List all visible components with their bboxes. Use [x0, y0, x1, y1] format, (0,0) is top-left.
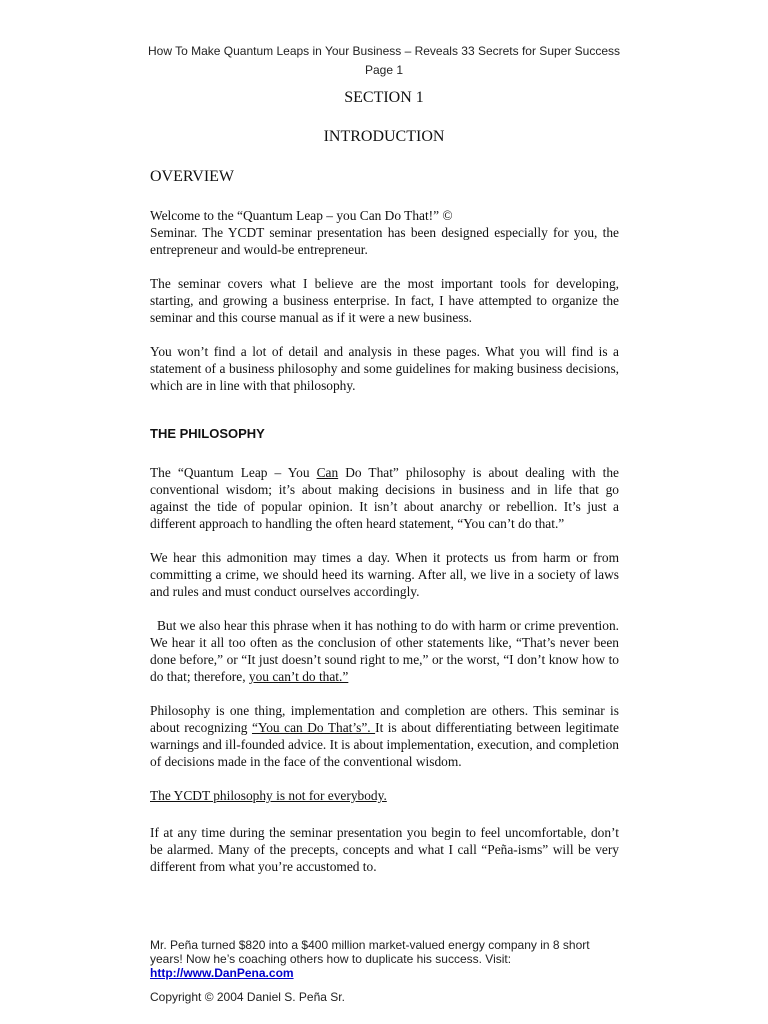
- not-for-everybody-text: The YCDT philosophy is not for everybody.: [150, 788, 387, 803]
- implementation-text-a: Philosophy is one thing, implementation and completion are others. This seminar is about recognizing: [150, 703, 619, 735]
- paragraph-welcome: [150, 207, 619, 258]
- implementation-text-underlined: “You can Do That’s”.: [251, 720, 376, 735]
- welcome-line: Welcome to the “Quantum Leap – you Can Do That!” ©: [150, 208, 453, 223]
- section-heading: SECTION 1: [344, 89, 424, 106]
- philosophy-heading: THE PHILOSOPHY: [150, 426, 265, 441]
- paragraph-detail: You won’t find a lot of detail and analysis in these pages. What you will find is a statement of a business philosophy and some guidelines for making business decisions, which are in line with that philosophy.: [150, 344, 619, 393]
- paragraph-seminar-covers: The seminar covers what I believe are the most important tools for developing, starting, and growing a business enterprise. In fact, I have attempted to organize the seminar and this course manual as if it were a new business.: [150, 276, 619, 325]
- phrase-text-a: But we also hear this phrase when it has nothing to do with harm or crime prevention. We hear it all too often as the conclusion of other statements like, “That’s never been done before,” or “It just doesn’t sound right to me,” or the worst, “I don’t know how to do that; therefore,: [150, 618, 623, 684]
- copyright: Copyright © 2004 Daniel S. Peña Sr.: [150, 990, 345, 1004]
- paragraph-philosophy: [150, 464, 619, 532]
- paragraph-phrase: [150, 617, 623, 685]
- philosophy-text-underlined: Can: [316, 465, 339, 480]
- implementation-text-b: It is about differentiating between legitimate warnings and ill-founded advice. It is about implementation, execution, and completion of decisions made in the face of the conventional wisdom.: [150, 720, 619, 769]
- introduction-heading: INTRODUCTION: [323, 128, 445, 145]
- phrase-text-underlined: you can’t do that.”: [248, 669, 349, 684]
- philosophy-text-b: Do That” philosophy is about dealing with the conventional wisdom; it’s about making decisions in business and in life that go against the tide of popular opinion. It isn’t about anarchy or rebellion. It’s just a different approach to handling the often heard statement, “You can’t do that.”: [150, 465, 620, 531]
- footer-bio: [150, 938, 620, 980]
- paragraph-not-for-everybody: [150, 787, 619, 804]
- website-link[interactable]: http://www.DanPena.com: [150, 966, 294, 980]
- paragraph-implementation: [150, 702, 619, 770]
- welcome-rest: Seminar. The YCDT seminar presentation has been designed especially for you, the entrepreneur and would-be entrepreneur.: [150, 225, 619, 257]
- paragraph-uncomfortable: If at any time during the seminar presentation you begin to feel uncomfortable, don’t be alarmed. Many of the precepts, concepts and what I call “Peña-isms” will be very different from what you’re accustomed to.: [150, 825, 619, 874]
- paragraph-admonition: We hear this admonition may times a day. When it protects us from harm or from committing a crime, we should heed its warning. After all, we live in a society of laws and rules and must conduct ourselves accordingly.: [150, 550, 619, 599]
- page-number: Page 1: [364, 63, 404, 77]
- footer-bio-text: Mr. Peña turned $820 into a $400 million market-valued energy company in 8 short years! Now he’s coaching others how to duplicate his success. Visit:: [150, 938, 590, 966]
- overview-heading: OVERVIEW: [150, 168, 235, 185]
- philosophy-text-a: The “Quantum Leap – You: [150, 465, 317, 480]
- running-header-title: How To Make Quantum Leaps in Your Business – Reveals 33 Secrets for Super Success: [147, 44, 621, 58]
